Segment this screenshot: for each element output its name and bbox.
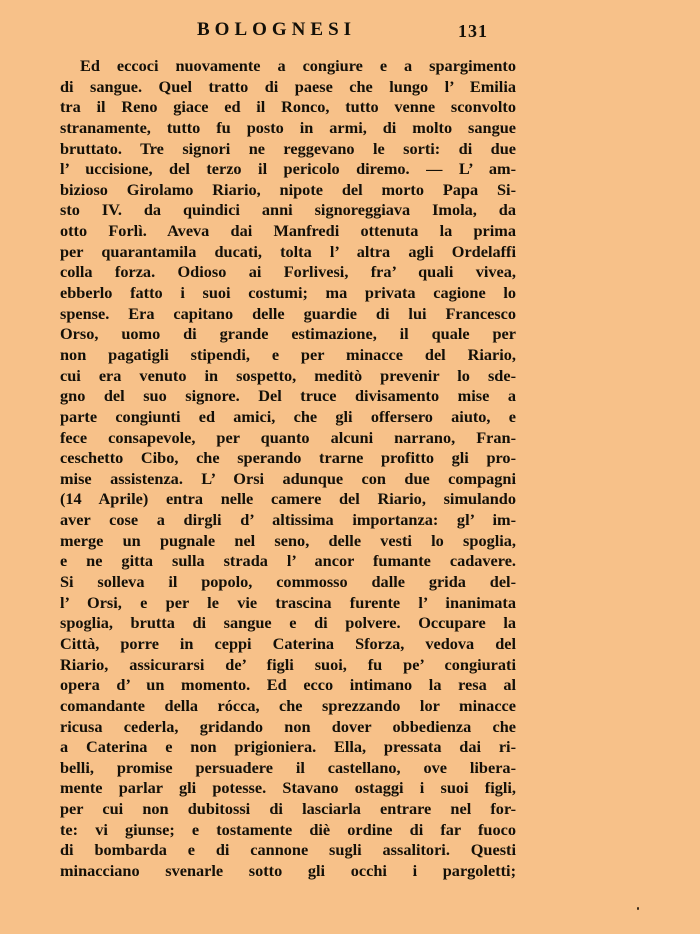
running-title: BOLOGNESI [197,19,357,40]
text-line: minacciano svenarle sotto gli occhi i pargoletti; [60,860,516,880]
text-line: Riario, assicurarsi de’ figli suoi, fu pe’ congiurati [60,654,516,674]
paper-speck [637,907,639,910]
text-line: comandante della rócca, che sprezzando lor minacce [60,695,516,715]
text-line: per quarantamila ducati, tolta l’ altra agli Ordelaffi [60,241,516,261]
text-line: tra il Reno giace ed il Ronco, tutto venne sconvolto [60,97,516,117]
text-line: Città, porre in ceppi Caterina Sforza, vedova del [60,633,516,653]
text-line: e ne gitta sulla strada l’ ancor fumante cadavere. [60,551,516,571]
text-line: colla forza. Odioso ai Forlivesi, fra’ quali vivea, [60,262,516,282]
text-line: non pagatigli stipendi, e per minacce del Riario, [60,344,516,364]
text-line: parte congiunti ed amici, che gli offersero aiuto, e [60,406,516,426]
text-line: belli, promise persuadere il castellano, ove libera- [60,757,516,777]
text-line: bizioso Girolamo Riario, nipote del morto Papa Si- [60,179,516,199]
text-line: Orso, uomo di grande estimazione, il quale per [60,324,516,344]
text-line: spense. Era capitano delle guardie di lui Francesco [60,303,516,323]
text-line: otto Forlì. Aveva dai Manfredi ottenuta la prima [60,221,516,241]
text-line: te: vi giunse; e tostamente diè ordine di far fuoco [60,819,516,839]
text-line: bruttato. Tre signori ne reggevano le sorti: di due [60,138,516,158]
text-line: gno del suo signore. Del truce divisamento mise a [60,386,516,406]
page-number: 131 [458,21,488,41]
text-line: mente parlar gli potesse. Stavano ostaggi i suoi figli, [60,778,516,798]
text-line: Ed eccoci nuovamente a congiure e a spargimento [80,56,516,75]
text-line: merge un pugnale nel seno, delle vesti lo spoglia, [60,530,516,550]
text-line: spoglia, brutta di sangue e di polvere. Occupare la [60,613,516,633]
text-line: aver cose a dirgli d’ altissima importanza: gl’ im- [60,510,516,530]
text-line: sto IV. da quindici anni signoreggiava Imola, da [60,200,516,220]
text-line: a Caterina e non prigioniera. Ella, pressata dai ri- [60,737,516,757]
text-line: cui era venuto in sospetto, meditò prevenir lo sde- [60,365,516,385]
text-line: stranamente, tutto fu posto in armi, di molto sangue [60,117,516,137]
text-line: per cui non dubitossi di lasciarla entrare nel for- [60,799,516,819]
running-head [60,18,520,44]
text-line: (14 Aprile) entra nelle camere del Riario, simulando [60,489,516,509]
text-line: ebberlo fatto i suoi costumi; ma privata cagione lo [60,283,516,303]
text-line: fece consapevole, per quanto alcuni narrano, Fran- [60,427,516,447]
text-line: ricusa cederla, gridando non dover obbedienza che [60,716,516,736]
body-text [60,56,516,882]
text-line: ceschetto Cibo, che sperando trarne profitto gli pro- [60,448,516,468]
text-line: l’ Orsi, e per le vie trascina furente l’ inanimata [60,592,516,612]
text-line: di bombarda e di cannone sugli assalitori. Questi [60,840,516,860]
text-line: Si solleva il popolo, commosso dalle grida del- [60,572,516,592]
text-line: mise assistenza. L’ Orsi adunque con due compagni [60,468,516,488]
text-line: opera d’ un momento. Ed ecco intimano la resa al [60,675,516,695]
text-line: l’ uccisione, del terzo il pericolo diremo. — L’ am- [60,159,516,179]
text-line: di sangue. Quel tratto di paese che lungo l’ Emilia [60,76,516,96]
